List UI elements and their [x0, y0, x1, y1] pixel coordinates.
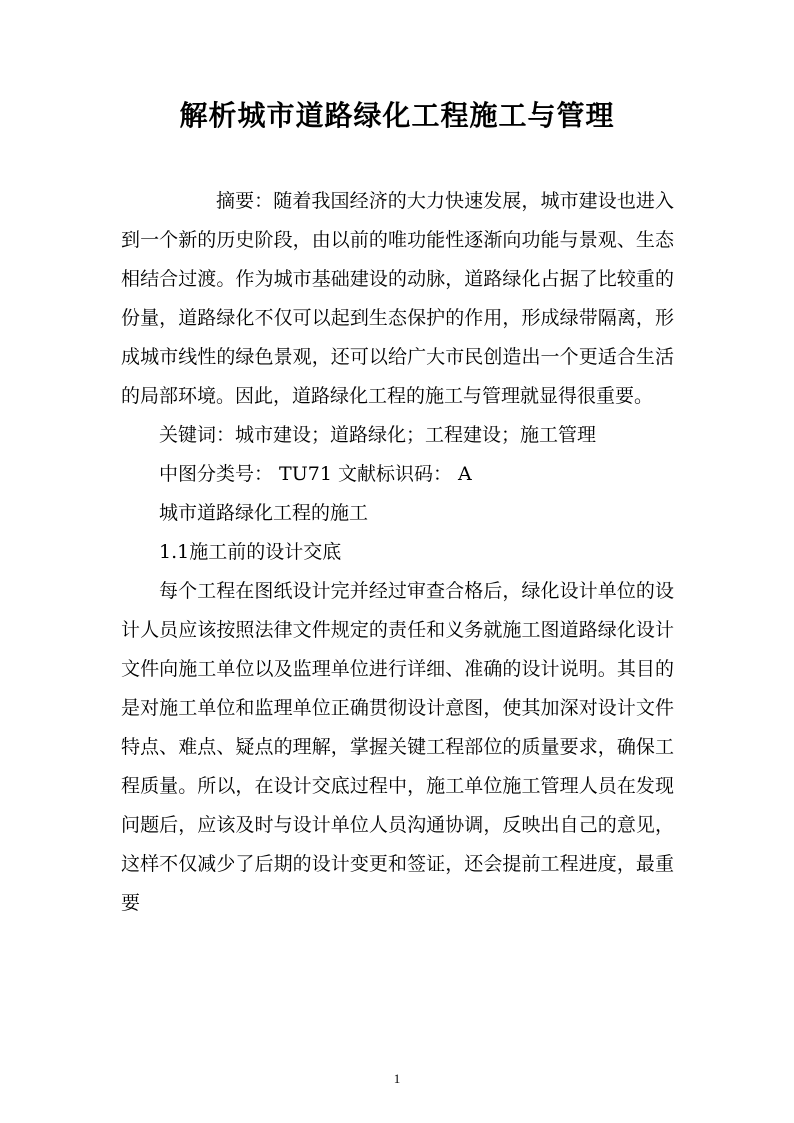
page-number: 1 [393, 1071, 401, 1086]
section-heading: 城市道路绿化工程的施工 [159, 502, 369, 524]
document-body [121, 182, 674, 923]
document-title: 解析城市道路绿化工程施工与管理 [179, 99, 615, 132]
subsection-heading: 1.1施工前的设计交底 [159, 541, 342, 563]
body-paragraph: 每个工程在图纸设计完并经过审查合格后，绿化设计单位的设计人员应该按照法律文件规定的责任和义务就施工图道路绿化设计文件向施工单位以及监理单位进行详细、准确的设计说明。其目的是对施工单位和监理单位正确贯彻设计意图，使其加深对设计文件特点、难点、疑点的理解，掌握关键工程部位的质量要求，确保工程质量。所以，在设计交底过程中，施工单位施工管理人员在发现问题后，应该及时与设计单位人员沟通协调，反映出自己的意见，这样不仅减少了后期的设计变更和签证，还会提前工程进度，最重要 [121, 580, 674, 914]
keywords-line: 关键词：城市建设；道路绿化；工程建设；施工管理 [159, 424, 597, 446]
classification-line: 中图分类号： TU71 文献标识码： A [159, 463, 472, 485]
abstract-paragraph: 摘要：随着我国经济的大力快速发展，城市建设也进入到一个新的历史阶段，由以前的唯功能性逐渐向功能与景观、生态相结合过渡。作为城市基础建设的动脉，道路绿化占据了比较重的份量，道路绿化不仅可以起到生态保护的作用，形成绿带隔离，形成城市线性的绿色景观，还可以给广大市民创造出一个更适合生活的局部环境。因此，道路绿化工程的施工与管理就显得很重要。 [121, 190, 674, 407]
